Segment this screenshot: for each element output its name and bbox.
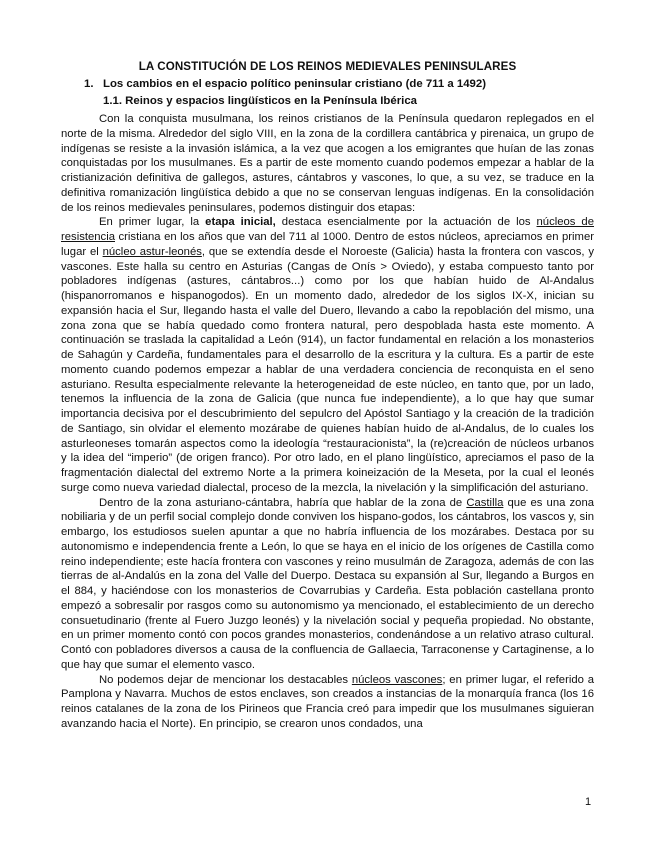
bold-term: etapa inicial,: [205, 216, 276, 229]
underlined-term: Castilla: [466, 496, 504, 509]
paragraph-1: Con la conquista musulmana, los reinos cristianos de la Península quedaron replegados en el norte de la misma. Alrededor del siglo VIII, en la zona de la cordillera cantábrica y pirenaica, un grupo de indígenas se resiste a la invasión islámica, a la vez que acogen a los emigrantes que huían de las zonas conquistadas por los musulmanes. Es a partir de este momento cuando podemos empezar a hablar de la cristianización definitiva de gallegos, astures, cántabros y vascones, lo que, a su vez, se traduce en la definitiva romanización lingüística debido a que no se conservan lenguas indígenas. En la consolidación de los reinos medievales peninsulares, podemos distinguir dos etapas:: [61, 113, 594, 214]
section-heading: [84, 78, 486, 90]
document-title: LA CONSTITUCIÓN DE LOS REINOS MEDIEVALES PENINSULARES: [138, 60, 517, 73]
page-number: 1: [585, 796, 592, 808]
underlined-term: núcleos de resistencia: [61, 216, 594, 243]
paragraph-4: No podemos dejar de mencionar los destacables núcleos vascones; en primer lugar, el referido a Pamplona y Navarra. Muchos de estos enclaves, son creados a instancias de la monarquía franca (los 16 reinos catalanes de la zona de los Pirineos que Francia creó para impedir que los musulmanes siguieran avanzando hacia el Norte). En principio, se crearon unos condados, una: [61, 673, 595, 730]
section-heading-text: Los cambios en el espacio político peninsular cristiano (de 711 a 1492): [103, 78, 486, 90]
paragraph-2: En primer lugar, la etapa inicial, destaca esencialmente por la actuación de los núcleos de resistencia cristiana en los años que van del 711 al 1000. Dentro de estos núcleos, apreciamos en primer lugar el núcleo astur-leonés, que se extendía desde el Noroeste (Galicia) hasta la frontera con vascos, y vascones. Este halla su centro en Asturias (Cangas de Onís > Oviedo), y estaba compuesto tanto por pobladores indígenas (astures, cántabros...) como por los que habían huido de Al-Andalus (hispanorromanos e hispanogodos). En un momento dado, alrededor de los siglos IX-X, inician su expansión hacia el Sur, llegando hasta el valle del Duero, llevando a cabo la repoblación del mismo, una zona zona que se había quedado como frontera natural, pero despoblada hasta este momento. A continuación se traslada la capitalidad a León (914), un factor fundamental en relación a los monasterios de Sahagún y Cardeña, fundamentales para el desarrollo de la escritura y la cultura. Es a partir de este momento cuando podemos empezar a hablar de una verdadera conciencia de reconquista en el seno asturiano. Resulta especialmente relevante la heterogeneidad de este núcleo, en tanto que, por un lado, tenemos la influencia de la zona de Galicia (que nunca fue independiente), a lo que hay que sumar importancia decisiva por el descubrimiento del sepulcro del Apóstol Santiago y la creación de la tradición de Santiago, sin olvidar el elemento mozárabe de quienes habían huido de al-Andalus, de lo cuales los asturleoneses tomarán aspectos como la ideología “restauracionista”, la (re)creación de núcleos urbanos y la idea del “imperio” (de origen franco). Por otro lado, en el plano lingüístico, apreciamos el paso de la fragmentación dialectal del extremo Norte a la primera koineización de la Meseta, por la cual el leonés surge como nueva variedad dialectal, proceso de la mezcla, la nivelación y la simplificación del asturiano.: [61, 216, 594, 494]
underlined-term: núcleos vascones: [351, 673, 443, 686]
underlined-term: núcleo astur-leonés: [102, 245, 202, 258]
section-number: 1.: [84, 78, 94, 90]
paragraph-3: Dentro de la zona asturiano-cántabra, habría que hablar de la zona de Castilla que es una zona nobiliaria y de un perfil social complejo donde conviven los hispano-godos, los cántabros, los vascos y, sin embargo, los estudiosos suelen apuntar a que no habría influencia de los mozárabes. Destaca por su autonomismo e independencia frente a León, lo que se haya en el inicio de los orígenes de Castilla como reino independiente; este hacía frontera con vascones y reino musulmán de Zaragoza, además de con las tierras de al-Andalús en la zona del Valle del Duerpo. Destaca su expansión al Sur, llegando a Burgos en el 884, y haciéndose con los monasterios de Covarrubias y Cardeña. Esta población castellana pronto empezó a sobresalir por rasgos como su autonomismo ya mencionado, el establecimiento de un derecho consuetudinario (frente al Fuero Juzgo leonés) y la nivelación social y pequeña propiedad. No obstante, en un primer momento contó con pocos grandes monasterios, condenándose a un relativo atraso cultural. Contó con pobladores diversos a causa de la confluencia de Gallaecia, Tarraconense y Cartaginense, a lo que hay que sumar el elemento vasco.: [61, 496, 595, 671]
subsection-heading: 1.1. Reinos y espacios lingüísticos en la Península Ibérica: [103, 95, 417, 107]
body-text: [61, 112, 594, 732]
